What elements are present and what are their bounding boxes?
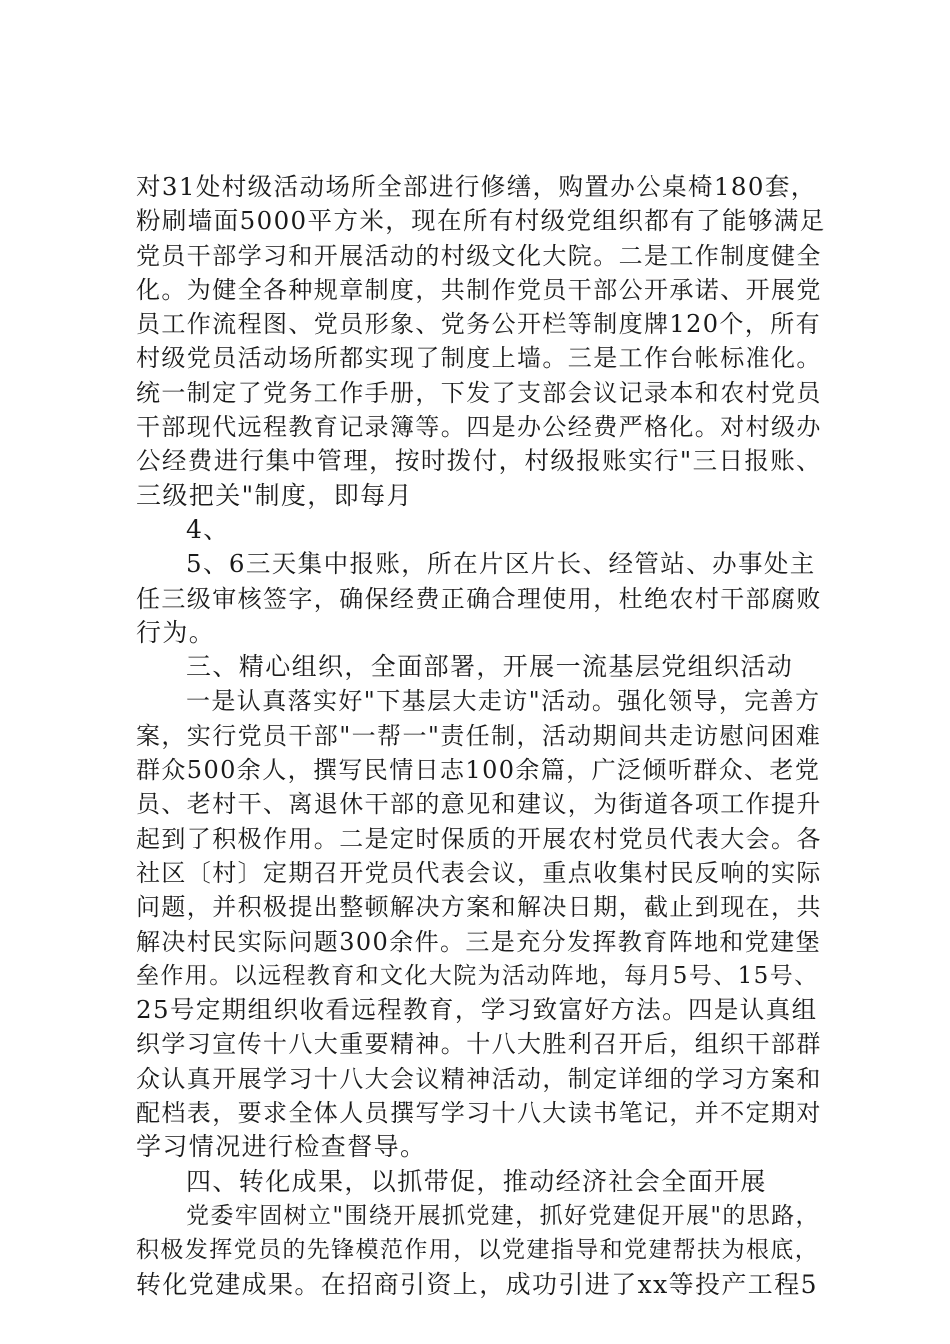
body-text [136,170,826,1302]
text-line: 众认真开展学习十八大会议精神活动，制定详细的学习方案和 [136,1064,822,1093]
text-line: 员工作流程图、党员形象、党务公开栏等制度牌120个，所有 [136,310,822,339]
text-line: 积极发挥党员的先锋模范作用，以党建指导和党建帮扶为根底， [136,1237,820,1264]
text-line: 配档表，要求全体人员撰写学习十八大读书笔记，并不定期对 [136,1099,822,1128]
text-line: 村级党员活动场所都实现了制度上墙。三是工作台帐标准化。 [136,344,822,373]
text-line: 化。为健全各种规章制度，共制作党员干部公开承诺、开展党 [136,275,822,304]
text-line: 党委牢固树立"围绕开展抓党建，抓好党建促开展"的思路， [186,1202,820,1229]
text-line: 行为。 [136,617,216,647]
text-line: 员、老村干、离退休干部的意见和建议，为街道各项工作提升 [136,790,822,819]
text-line: 一是认真落实好"下基层大走访"活动。强化领导，完善方 [186,687,821,716]
text-line: 转化党建成果。在招商引资上，成功引进了xx等投产工程5 [136,1269,818,1299]
text-line: 任三级审核签字，确保经费正确合理使用，杜绝农村干部腐败 [136,584,822,613]
text-line: 三级把关"制度，即每月 [136,480,413,510]
text-line: 案，实行党员干部"一帮一"责任制，活动期间共走访慰问困难 [136,721,822,750]
text-line: 解决村民实际问题300余件。三是充分发挥教育阵地和党建堡 [136,927,822,956]
text-line: 4、 [186,514,230,544]
section-heading: 四、转化成果，以抓带促，推动经济社会全面开展 [186,1166,767,1196]
text-line: 群众500余人，撰写民情日志100余篇，广泛倾听群众、老党 [136,756,821,785]
text-line: 公经费进行集中管理，按时拨付，村级报账实行"三日报账、 [136,446,823,476]
text-line: 干部现代远程教育记录簿等。四是办公经费严格化。对村级办 [136,413,822,442]
text-line: 学习情况进行检查督导。 [136,1132,427,1162]
text-line: 统一制定了党务工作手册，下发了支部会议记录本和农村党员 [136,378,822,407]
text-line: 织学习宣传十八大重要精神。十八大胜利召开后，组织干部群 [136,1030,822,1059]
text-line: 5、6三天集中报账，所在片区片长、经管站、办事处主 [186,549,816,579]
text-line: 党员干部学习和开展活动的村级文化大院。二是工作制度健全 [136,241,822,270]
text-line: 粉刷墙面5000平方米，现在所有村级党组织都有了能够满足 [136,206,826,236]
text-line: 25号定期组织收看远程教育，学习致富好方法。四是认真组 [136,995,818,1025]
text-line: 起到了积极作用。二是定时保质的开展农村党员代表大会。各 [136,824,822,853]
text-line: 问题，并积极提出整顿解决方案和解决日期，截止到现在，共 [136,893,822,922]
text-line: 对31处村级活动场所全部进行修缮，购置办公桌椅180套， [136,172,817,201]
text-line: 社区〔村〕定期召开党员代表会议，重点收集村民反响的实际 [136,858,822,887]
section-heading: 三、精心组织，全面部署，开展一流基层党组织活动 [186,652,794,682]
text-line: 垒作用。以远程教育和文化大院为活动阵地，每月5号、15号、 [136,962,819,989]
